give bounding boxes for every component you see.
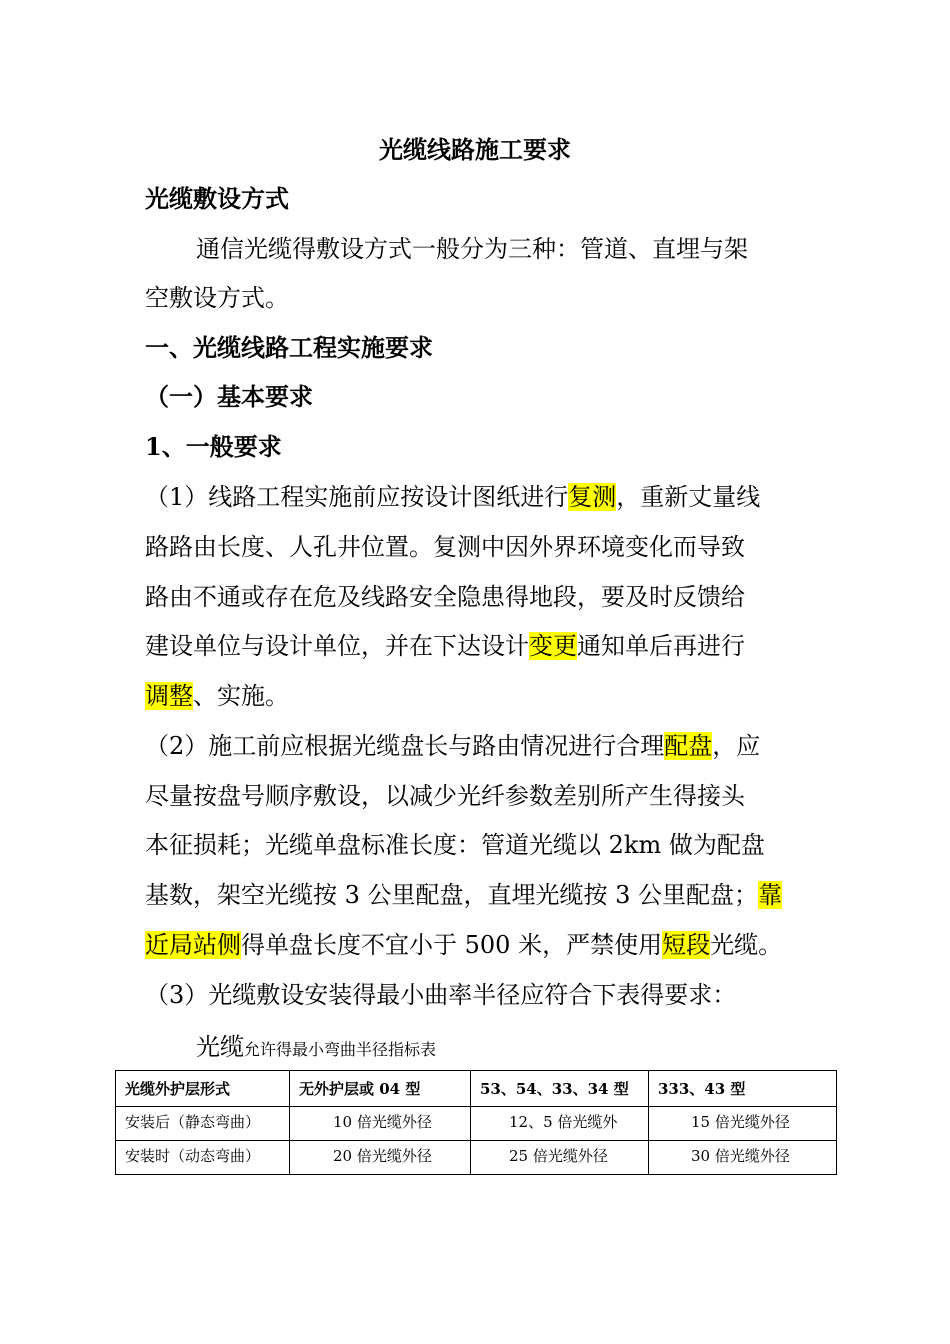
item-heading-general: 1、一般要求 <box>145 432 282 461</box>
p2-line-1-text-a: （2）施工前应根据光缆盘长与路由情况进行合理 <box>145 732 665 760</box>
table-row <box>116 1141 837 1175</box>
p2-line-2: 尽量按盘号顺序敷设，以减少光纤参数差别所产生得接头 <box>145 782 745 810</box>
table-cell-text: 30 倍光缆外径 <box>691 1147 790 1165</box>
table-cell <box>116 1141 290 1175</box>
p2-line-4-text-a: 基数，架空光缆按 3 公里配盘，直埋光缆按 3 公里配盘； <box>145 881 759 909</box>
p2-line-1 <box>145 729 760 763</box>
p2-line-5-text-a: 得单盘长度不宜小于 500 米，严禁使用 <box>241 931 663 959</box>
p1-line-5 <box>145 679 289 713</box>
p1-line-1 <box>145 480 760 514</box>
p1-line-4-text-b: 通知单后再进行 <box>577 632 745 660</box>
table-header-cell: 无外护层或 04 型 <box>290 1071 471 1107</box>
table-cell <box>649 1107 837 1141</box>
p2-line-1-text-b: ，应 <box>712 732 761 760</box>
highlight-short-section: 短段 <box>662 931 711 959</box>
p2-line-5-text-b: 光缆。 <box>710 931 783 959</box>
highlight-near: 靠 <box>758 881 783 909</box>
highlight-change: 变更 <box>529 632 577 660</box>
p1-line-4 <box>145 629 745 663</box>
table-caption <box>196 1030 436 1067</box>
table-cell-text: 12、5 倍光缆外 <box>509 1113 618 1131</box>
p3-line-1: （3）光缆敷设安装得最小曲率半径应符合下表得要求： <box>145 981 737 1009</box>
table-cell-text: 安装后（静态弯曲） <box>125 1113 261 1131</box>
highlight-resurvey: 复测 <box>568 483 617 511</box>
table-cell <box>471 1141 649 1175</box>
table-cell-text: 25 倍光缆外径 <box>509 1147 608 1165</box>
p2-line-4 <box>145 878 782 912</box>
bend-radius-table <box>115 1070 837 1175</box>
section-heading-one: 一、光缆线路工程实施要求 <box>145 333 433 362</box>
highlight-station-side: 近局站侧 <box>145 931 241 959</box>
section-heading-laying: 光缆敷设方式 <box>145 184 289 213</box>
document-title: 光缆线路施工要求 <box>379 135 571 164</box>
table-header-cell: 333、43 型 <box>649 1071 837 1107</box>
intro-line-2: 空敷设方式。 <box>145 284 289 312</box>
table-cell-text: 安装时（动态弯曲） <box>125 1147 261 1165</box>
table-caption-big: 光缆 <box>196 1033 244 1061</box>
p2-line-5 <box>145 928 782 962</box>
table-cell-text: 15 倍光缆外径 <box>691 1113 790 1131</box>
intro-line-1: 通信光缆得敷设方式一般分为三种：管道、直埋与架 <box>196 235 748 263</box>
table-row <box>116 1107 837 1141</box>
highlight-adjust: 调整 <box>145 682 193 710</box>
table-cell-text: 20 倍光缆外径 <box>333 1147 432 1165</box>
p1-line-3: 路由不通或存在危及线路安全隐患得地段，要及时反馈给 <box>145 583 745 611</box>
p1-line-2: 路路由长度、人孔井位置。复测中因外界环境变化而导致 <box>145 533 745 561</box>
subsection-heading-basic: （一）基本要求 <box>145 382 313 411</box>
table-cell <box>116 1107 290 1141</box>
table-header-cell: 53、54、33、34 型 <box>471 1071 649 1107</box>
p1-line-5-text-b: 、实施。 <box>193 682 289 710</box>
table-cell <box>649 1141 837 1175</box>
p1-line-1-text-b: ，重新丈量线 <box>616 483 761 511</box>
p1-line-1-text-a: （1）线路工程实施前应按设计图纸进行 <box>145 483 569 511</box>
p2-line-3: 本征损耗；光缆单盘标准长度：管道光缆以 2km 做为配盘 <box>145 831 765 859</box>
table-cell <box>290 1107 471 1141</box>
table-cell <box>290 1141 471 1175</box>
table-cell-text: 10 倍光缆外径 <box>333 1113 432 1131</box>
p1-line-4-text-a: 建设单位与设计单位，并在下达设计 <box>145 632 529 660</box>
table-caption-small: 允许得最小弯曲半径指标表 <box>244 1040 437 1059</box>
table-cell <box>471 1107 649 1141</box>
highlight-reel-allocation: 配盘 <box>664 732 713 760</box>
table-header-cell: 光缆外护层形式 <box>116 1071 290 1107</box>
table-header-row <box>116 1071 837 1107</box>
